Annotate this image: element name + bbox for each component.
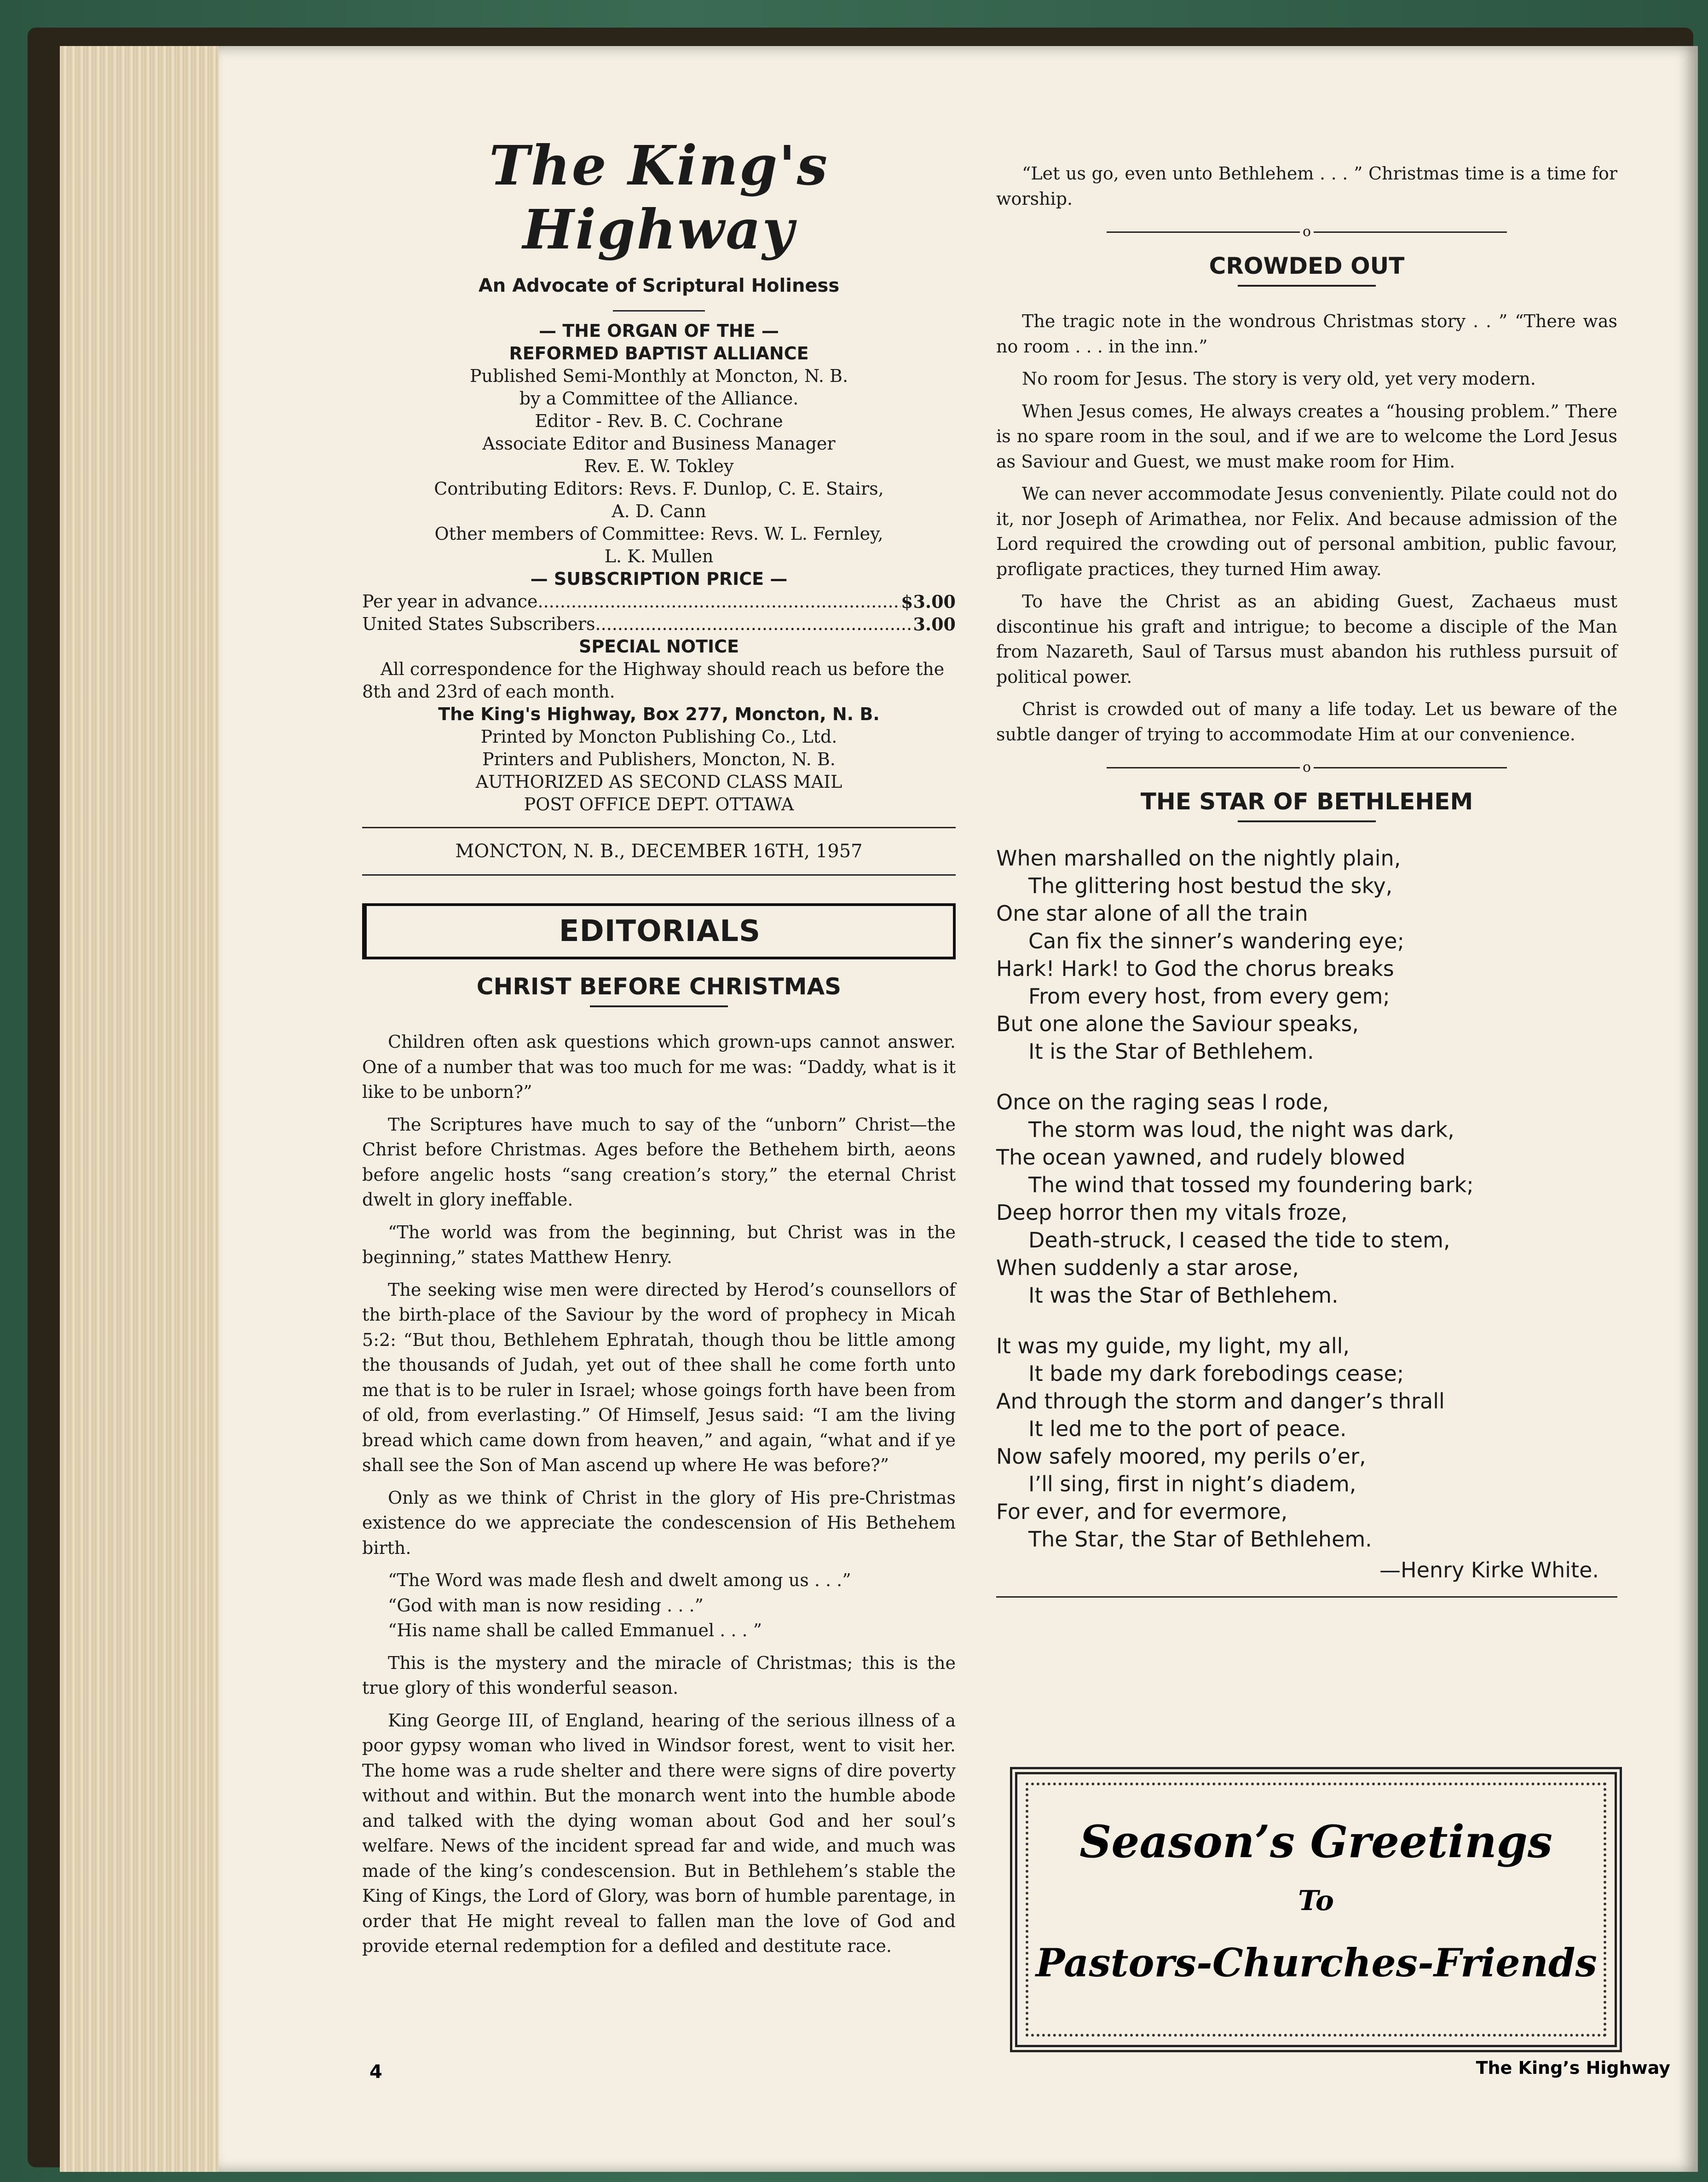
poem-stanza (996, 1332, 1617, 1553)
divider-mark: o (1302, 224, 1311, 240)
poem-line: When marshalled on the nightly plain, (996, 846, 1401, 871)
subscription-heading: — SUBSCRIPTION PRICE — (530, 569, 788, 589)
divider-line (1107, 231, 1300, 233)
poem-line: But one alone the Saviour speaks, (996, 1011, 1359, 1036)
poem-line: Deep horror then my vitals froze, (996, 1200, 1348, 1225)
divider-rule (996, 1596, 1617, 1598)
poem-attribution: —Henry Kirke White. (1379, 1558, 1599, 1582)
article-quote: “God with man is now residing . . .” (388, 1595, 704, 1616)
poem-line: The glittering host bestud the sky, (1028, 873, 1393, 898)
committee-members-line-1: Other members of Committee: Revs. W. L. Fernley, (434, 524, 883, 544)
contributors-line-2: A. D. Cann (612, 501, 706, 521)
article-quote: “His name shall be called Emmanuel . . . ” (388, 1620, 762, 1640)
article-paragraph: To have the Christ as an abiding Guest, Zachaeus must discontinue his graft and intrigue; to become a disciple of the Man from Nazareth, Saul of Tarsus must abandon his ruthless pursuit of political power. (996, 591, 1617, 687)
leader-dots (595, 613, 913, 635)
dateline: MONCTON, N. B., DECEMBER 16TH, 1957 (455, 841, 863, 862)
article-paragraph: Christ is crowded out of many a life today. Let us beware of the subtle danger of trying to accommodate Him at our convenience. (996, 699, 1617, 745)
poem-line: Once on the raging seas I rode, (996, 1090, 1329, 1114)
poem-line: For ever, and for evermore, (996, 1499, 1288, 1524)
article-paragraph: The seeking wise men were directed by Herod’s counsellors of the birth-place of the Saviour by the word of prophecy in Micah 5:2: “But thou, Bethlehem Ephratah, though thou be little among the thousands of Judah, yet out of thee shall he come forth unto me that is to be ruler in Israel; whose goings forth have been from of old, from everlasting.” Of Himself, Jesus said: “I am the living bread which came down from heaven,” and again, “what and if ye shall see the Son of Man ascend up where He was before?” (362, 1279, 956, 1475)
poem-line: The storm was loud, the night was dark, (1028, 1117, 1454, 1142)
contributors-line-1: Contributing Editors: Revs. F. Dunlop, C. E. Stairs, (434, 479, 884, 499)
divider-rule (362, 827, 956, 828)
article-paragraph: We can never accommodate Jesus conveniently. Pilate could not do it, nor Joseph of Arimathea, nor Felix. And because admission of the Lord required the crowding out of personal ambition, public favour, profligate practices, they turned Him away. (996, 484, 1617, 579)
crowded-out-heading: CROWDED OUT (1209, 253, 1405, 279)
price-row-advance (362, 590, 956, 613)
poem-line: It was my guide, my light, my all, (996, 1333, 1350, 1358)
poem-line: Now safely moored, my perils o’er, (996, 1444, 1366, 1469)
poem-line: It led me to the port of peace. (1028, 1416, 1347, 1441)
article-paragraph: Children often ask questions which grown-ups cannot answer. One of a number that was too much for me was: “Daddy, what is it like to be unborn?” (362, 1032, 956, 1102)
heading-rule (590, 1005, 728, 1007)
printers-line: Printers and Publishers, Moncton, N. B. (482, 749, 836, 769)
divider-mark: o (1302, 759, 1311, 775)
magazine-page (219, 46, 1698, 2172)
divider-rule (362, 874, 956, 876)
price-label: United States Subscribers (362, 614, 595, 634)
editorials-banner (362, 903, 956, 959)
poem-line: Can fix the sinner’s wandering eye; (1028, 929, 1404, 953)
star-heading: THE STAR OF BETHLEHEM (1140, 788, 1473, 815)
editorials-label: EDITORIALS (559, 914, 761, 948)
heading-rule (1238, 820, 1376, 822)
poem-line: The ocean yawned, and rudely blowed (996, 1145, 1406, 1170)
authorized-line: AUTHORIZED AS SECOND CLASS MAIL (475, 772, 842, 792)
recipient-pastors: Pastors (1036, 1940, 1197, 1986)
organ-line: — THE ORGAN OF THE — (539, 321, 779, 341)
published-line: Published Semi-Monthly at Moncton, N. B. (469, 366, 848, 386)
greetings-recipients (1036, 1940, 1596, 1986)
poem-stanza (996, 1088, 1617, 1309)
poem-line: Hark! Hark! to God the chorus breaks (996, 956, 1394, 981)
editor-line: Editor - Rev. B. C. Cochrane (535, 411, 783, 431)
poem-line: It bade my dark forebodings cease; (1028, 1361, 1404, 1386)
greetings-title: Season’s Greetings (1079, 1816, 1552, 1868)
divider-line (1314, 231, 1507, 233)
printed-line: Printed by Moncton Publishing Co., Ltd. (480, 727, 837, 747)
article-paragraph: King George III, of England, hearing of the serious illness of a poor gypsy woman who lived in Windsor forest, went to visit her. The home was a rude shelter and there were signs of dire poverty without and within. But the monarch went into the humble abode and talked with the dying woman about God and her soul’s welfare. News of the incident spread far and wide, and much was made of the king’s condescension. But in Bethlehem’s stable the King of Kings, the Lord of Glory, was born of humble parentage, in order that He might reveal to fallen man the love of God and provide eternal redemption for a defiled and destitute race. (362, 1710, 956, 1956)
page-number: 4 (369, 2061, 382, 2083)
right-column (996, 115, 1617, 1609)
committee-line: by a Committee of the Alliance. (519, 388, 799, 409)
notice-heading: SPECIAL NOTICE (578, 636, 739, 657)
poem-line: The Star, the Star of Bethlehem. (1028, 1527, 1372, 1552)
alliance-line: REFORMED BAPTIST ALLIANCE (509, 343, 809, 364)
leader-dots (538, 590, 901, 613)
post-office-line: POST OFFICE DEPT. OTTAWA (524, 794, 794, 814)
notice-text: All correspondence for the Highway should reach us before the 8th and 23rd of each month. (362, 659, 945, 702)
heading-rule (1238, 285, 1376, 287)
poem-line: It was the Star of Bethlehem. (1028, 1283, 1339, 1308)
article-paragraph: The tragic note in the wondrous Christmas story . . ” “There was no room . . . in the inn.” (996, 311, 1617, 357)
ornament-divider (996, 225, 1617, 239)
article-paragraph: The Scriptures have much to say of the “unborn” Christ—the Christ before Christmas. Ages before the Bethehem birth, aeons before angelic hosts “sang creation’s story,” the eternal Christ dwelt in glory ineffable. (362, 1114, 956, 1210)
masthead-subtitle: An Advocate of Scriptural Holiness (478, 275, 840, 296)
intro-paragraph: “Let us go, even unto Bethlehem . . . ” Christmas time is a time for worship. (996, 163, 1617, 209)
recipient-friends: Friends (1433, 1940, 1597, 1986)
masthead-rule (613, 310, 705, 312)
poem-line: One star alone of all the train (996, 901, 1308, 926)
article-quote: “The Word was made flesh and dwelt among us . . .” (388, 1570, 851, 1590)
running-footer: The King’s Highway (1476, 2058, 1670, 2078)
article-paragraph: Only as we think of Christ in the glory of His pre-Christmas existence do we appreciate the condescension of His Bethehem birth. (362, 1487, 956, 1558)
divider-line (1314, 767, 1507, 768)
poem-line: From every host, from every gem; (1028, 984, 1390, 1009)
masthead-title: The King's Highway (489, 133, 829, 261)
article-paragraph: “The world was from the beginning, but Christ was in the beginning,” states Matthew Henry. (362, 1222, 956, 1267)
assoc-editor-line: Associate Editor and Business Manager (482, 433, 836, 454)
poem-stanza (996, 844, 1617, 1065)
article-heading: CHRIST BEFORE CHRISTMAS (476, 973, 842, 1000)
article-paragraph: This is the mystery and the miracle of Christmas; this is the true glory of this wonderful season. (362, 1652, 956, 1698)
price-value: 3.00 (913, 614, 956, 635)
price-row-us (362, 613, 956, 635)
article-paragraph: No room for Jesus. The story is very old, yet very modern. (1022, 369, 1536, 389)
recipient-churches: Churches (1212, 1940, 1418, 1986)
price-value: $3.00 (901, 591, 956, 612)
season-greetings-box (1010, 1767, 1622, 2052)
poem-line: The wind that tossed my foundering bark; (1028, 1172, 1474, 1197)
address-line: The King's Highway, Box 277, Moncton, N. B. (438, 704, 880, 724)
ornament-divider (996, 761, 1617, 774)
poem-line: And through the storm and danger’s thrall (996, 1389, 1445, 1414)
poem-line: Death-struck, I ceased the tide to stem, (1028, 1228, 1450, 1253)
recipient-separator: - (1418, 1940, 1434, 1986)
article-paragraph: When Jesus comes, He always creates a “housing problem.” There is no spare room in the soul, and if we are to welcome the Lord Jesus as Saviour and Guest, we must make room for Him. (996, 401, 1617, 472)
poem-line: When suddenly a star arose, (996, 1255, 1299, 1280)
assoc-name-line: Rev. E. W. Tokley (584, 456, 734, 476)
price-label: Per year in advance (362, 591, 538, 612)
poem-line: It is the Star of Bethlehem. (1028, 1039, 1314, 1064)
recipient-separator: - (1196, 1940, 1212, 1986)
poem-line: I’ll sing, first in night’s diadem, (1028, 1472, 1356, 1496)
committee-members-line-2: L. K. Mullen (604, 546, 714, 566)
greetings-to: To (1298, 1885, 1334, 1917)
divider-line (1107, 767, 1300, 768)
left-column (362, 115, 956, 1966)
